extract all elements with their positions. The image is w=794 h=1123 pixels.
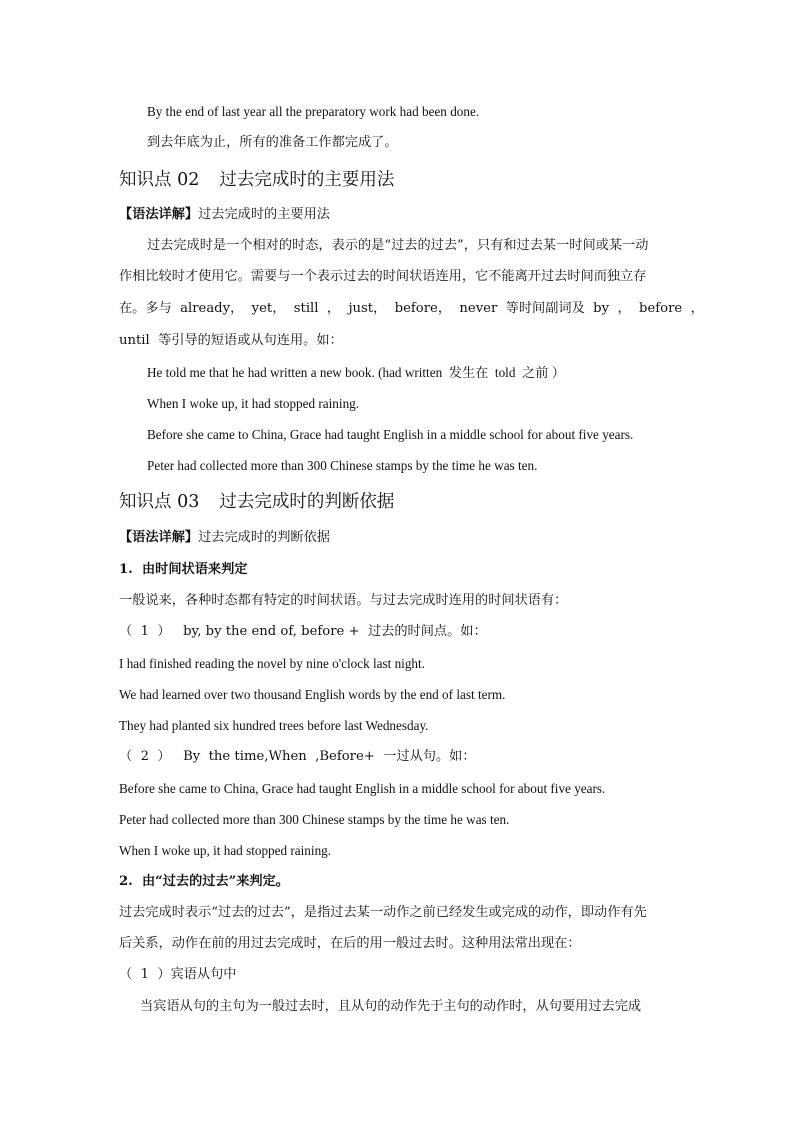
example-sentence: I had finished reading the novel by nine o'clock last night. [119,656,425,671]
grammar-explanation-label [119,206,330,224]
subsection-heading: 1. 由时间状语来判定 [119,562,248,577]
example-sentence: They had planted six hundred trees before last Wednesday. [119,718,429,733]
example-sentence: By the end of last year all the preparatory work had been done. [147,104,480,119]
example-sentence: Before she came to China, Grace had taught English in a middle school for about five years. [147,427,634,442]
example-sentence: We had learned over two thousand English words by the end of last term. [119,687,506,702]
paragraph-line: 过去完成时表示“过去的过去”，是指过去某一动作之前已经发生或完成的动作，即动作有先 [119,905,647,920]
list-item: （ 2 ） By the time,When ,Before+ 一过从句。如： [119,749,476,764]
subsection-heading: 2. 由“过去的过去”来判定。 [119,874,289,889]
section-heading-02 [119,168,394,192]
example-sentence: Peter had collected more than 300 Chinese stamps by the time he was ten. [147,458,538,473]
section-title: 过去完成时的判断依据 [219,492,395,512]
grammar-bracket-label: 【语法详解】 [119,207,199,222]
example-translation: 到去年底为止，所有的准备工作都完成了。 [147,135,398,150]
paragraph-line: 作相比较时才使用它。需要与一个表示过去的时间状语连用，它不能离开过去时间而独立存 [119,269,647,284]
grammar-bracket-label: 【语法详解】 [119,530,199,545]
paragraph-line: 过去完成时是一个相对的时态，表示的是“过去的过去”，只有和过去某一时间或某一动 [147,238,649,253]
section-title: 过去完成时的主要用法 [219,170,395,190]
section-number: 知识点 03 [119,492,200,512]
list-item: （ 1 ）宾语从句中 [119,967,237,982]
example-sentence: He told me that he had written a new book. (had written 发生在 told 之前 ） [147,365,565,380]
grammar-label-text: 过去完成时的主要用法 [198,207,330,222]
paragraph-line: 当宾语从句的主句为一般过去时，且从句的动作先于主句的动作时，从句要用过去完成 [140,999,642,1014]
section-number: 知识点 02 [119,170,200,190]
paragraph-line: until 等引导的短语或从句连用。如： [119,333,343,348]
paragraph-line: 一般说来，各种时态都有特定的时间状语。与过去完成时连用的时间状语有： [119,593,568,608]
example-sentence: When I woke up, it had stopped raining. [119,843,332,858]
paragraph-line: 后关系，动作在前的用过去完成时，在后的用一般过去时。这种用法常出现在： [119,936,581,951]
grammar-explanation-label [119,529,330,547]
example-sentence: Peter had collected more than 300 Chinese stamps by the time he was ten. [119,812,510,827]
paragraph-line: 在。多与 already， yet， still ， just， before， never 等时间副词及 by ， before ， [119,301,704,316]
grammar-label-text: 过去完成时的判断依据 [198,530,330,545]
section-heading-03 [119,490,394,514]
example-sentence: When I woke up, it had stopped raining. [147,396,360,411]
list-item: （ 1 ） by, by the end of, before + 过去的时间点。如： [119,624,487,639]
example-sentence: Before she came to China, Grace had taught English in a middle school for about five years. [119,781,606,796]
